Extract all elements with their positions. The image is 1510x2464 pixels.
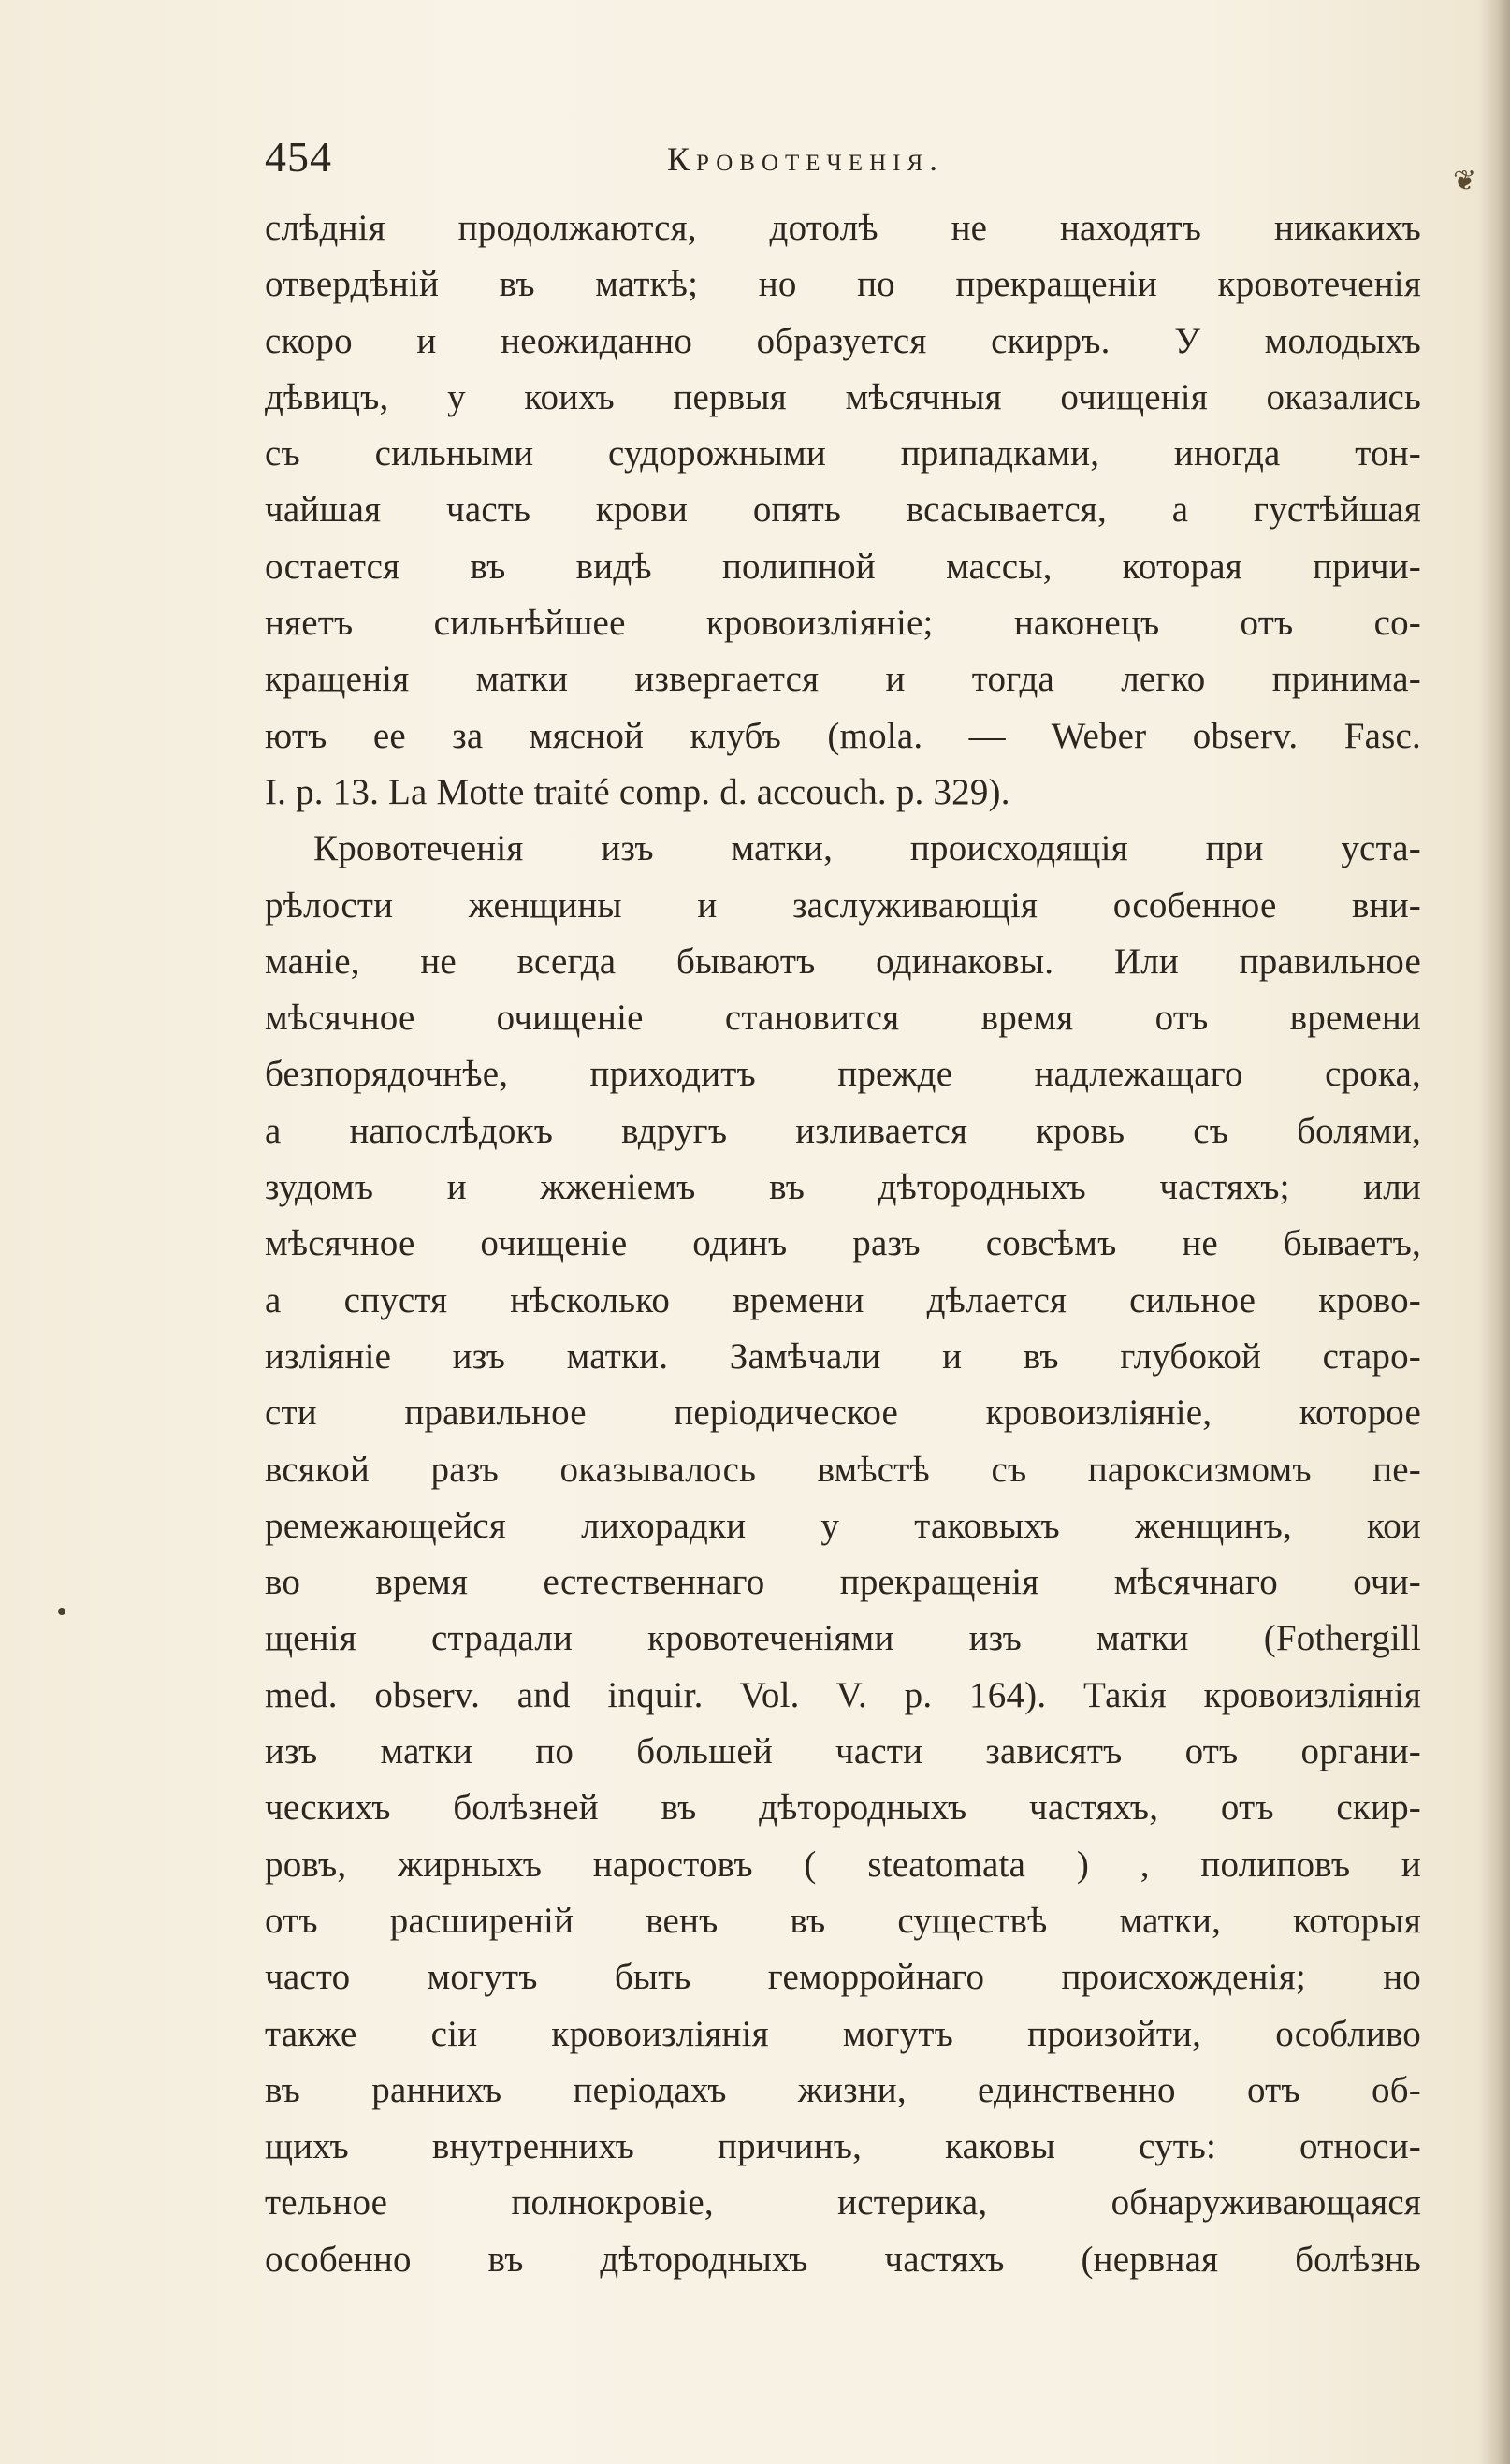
text-line: особенно въ дѣтородныхъ частяхъ (нервная болѣзнь <box>265 2238 1421 2280</box>
text-line: ровъ, жирныхъ наростовъ ( steatomata ) , полиповъ и <box>265 1844 1421 1885</box>
text-line: I. p. 13. La Motte traité comp. d. accouch. p. 329). <box>265 771 1010 812</box>
text-line: чайшая часть крови опять всасывается, а густѣйшая <box>265 489 1421 531</box>
text-line: рѣлости женщины и заслуживающія особенное вни- <box>265 884 1421 926</box>
text-line: безпорядочнѣе, приходитъ прежде надлежащаго срока, <box>265 1054 1421 1095</box>
text-line: отвердѣній въ маткѣ; но по прекращеніи кровотеченія <box>265 264 1421 305</box>
text-line: слѣднія продолжаются, дотолѣ не находятъ никакихъ <box>265 208 1421 248</box>
text-line: а спустя нѣсколько времени дѣлается сильное крово- <box>265 1279 1421 1320</box>
text-line: остается въ видѣ полипной массы, которая причи- <box>265 546 1421 587</box>
text-line: щенія страдали кровотеченіями изъ матки (Fothergill <box>265 1618 1421 1659</box>
text-line: скоро и неожиданно образуется скирръ. У молодыхъ <box>265 320 1421 361</box>
text-line: ческихъ болѣзней въ дѣтородныхъ частяхъ, отъ скир- <box>265 1787 1421 1829</box>
text-line: дѣвицъ, у коихъ первыя мѣсячныя очищенія оказались <box>265 376 1421 417</box>
text-line: зудомъ и жженіемъ въ дѣтородныхъ частяхъ; или <box>265 1167 1421 1208</box>
printers-ornament: ❦ <box>1453 166 1477 197</box>
text-line: съ сильными судорожными припадками, иногда тон- <box>265 433 1421 474</box>
text-line: ремежающейся лихорадки у таковыхъ женщинъ, кои <box>265 1505 1421 1546</box>
running-head: Кровотеченія. <box>667 140 945 178</box>
margin-dot <box>58 1608 65 1615</box>
text-line: всякой разъ оказывалось вмѣстѣ съ пароксизмомъ пе- <box>265 1449 1421 1490</box>
text-line: ютъ ее за мясной клубъ (mola. — Weber observ. Fasc. <box>265 715 1421 756</box>
text-line: изъ матки по большей части зависятъ отъ органи- <box>265 1731 1421 1772</box>
text-line: сти правильное періодическое кровоизліяніе, которое <box>265 1392 1421 1434</box>
text-line: во время естественнаго прекращенія мѣсячнаго очи- <box>265 1562 1421 1603</box>
text-line: отъ расширеній венъ въ существѣ матки, которыя <box>265 1900 1421 1941</box>
text-line: а напослѣдокъ вдругъ изливается кровь съ болями, <box>265 1110 1421 1151</box>
text-line: няетъ сильнѣйшее кровоизліяніе; наконецъ отъ со- <box>265 603 1421 644</box>
text-line: щихъ внутреннихъ причинъ, каковы суть: относи- <box>265 2126 1421 2167</box>
page-spine-shadow <box>1478 0 1510 2464</box>
text-line: мѣсячное очищеніе становится время отъ времени <box>265 998 1421 1039</box>
page-number: 454 <box>265 133 332 181</box>
text-line: также сіи кровоизліянія могутъ произойти, особливо <box>265 2013 1421 2054</box>
body-text <box>265 200 1421 2288</box>
text-line: кращенія матки извергается и тогда легко принима- <box>265 659 1421 700</box>
page-header <box>265 129 1421 195</box>
text-line: тельное полнокровіе, истерика, обнаруживающаяся <box>265 2182 1421 2223</box>
text-line: часто могутъ быть геморройнаго происхожденія; но <box>265 1957 1421 1998</box>
text-line: мѣсячное очищеніе одинъ разъ совсѣмъ не бываетъ, <box>265 1223 1421 1264</box>
text-line: въ раннихъ періодахъ жизни, единственно отъ об- <box>265 2069 1421 2110</box>
paragraph-start-line: Кровотеченія изъ матки, происходящія при уста- <box>313 828 1421 869</box>
text-line: med. observ. and inquir. Vol. V. p. 164). Такія кровоизліянія <box>265 1674 1421 1715</box>
text-line: маніе, не всегда бываютъ одинаковы. Или правильное <box>265 940 1421 982</box>
text-line: изліяніе изъ матки. Замѣчали и въ глубокой старо- <box>265 1335 1421 1377</box>
